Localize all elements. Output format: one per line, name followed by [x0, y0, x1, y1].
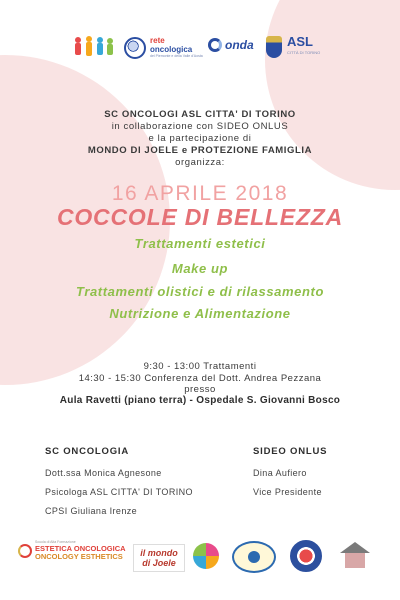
- colorful-circle-icon: [193, 543, 219, 569]
- mdj-line1: il mondo: [140, 548, 178, 558]
- sideo-logo: [290, 540, 322, 572]
- intro-collab: in collaborazione con SIDEO ONLUS: [111, 121, 289, 132]
- contact-person: Dott.ssa Monica Agnesone: [45, 468, 162, 478]
- rete-line1: rete: [150, 36, 165, 45]
- onda-ring-icon: [208, 38, 222, 52]
- schedule-block: [0, 361, 400, 396]
- protezione-famiglia-logo: [340, 542, 370, 570]
- treatment-item: Trattamenti olistici e di rilassamento: [76, 284, 324, 299]
- asl-label: ASL: [287, 34, 313, 49]
- contacts-heading: SIDEO ONLUS: [253, 446, 328, 457]
- schedule-morning: 9:30 - 13:00 Trattamenti: [143, 361, 257, 372]
- estetica-line1: ESTETICA ONCOLOGICA: [35, 544, 126, 553]
- onda-logo: [208, 38, 254, 52]
- contact-person: Psicologa ASL CITTA' DI TORINO: [45, 487, 193, 497]
- oval-seal-icon: [232, 541, 276, 573]
- round-badge-icon: [290, 540, 322, 572]
- contact-person: Vice Presidente: [253, 487, 322, 497]
- mondo-di-joele-footer-logo: [133, 544, 185, 572]
- intro-block: [0, 109, 400, 169]
- contacts-heading: SC ONCOLOGIA: [45, 446, 130, 457]
- rete-tagline: del Piemonte e della Valle d'Aosta: [150, 54, 203, 58]
- intro-organizza: organizza:: [175, 157, 225, 168]
- house-icon: [340, 542, 370, 570]
- treatment-item: Nutrizione e Alimentazione: [109, 306, 291, 321]
- schedule-presso: presso: [184, 384, 216, 395]
- treatment-item: Trattamenti estetici: [134, 236, 266, 251]
- estetica-line2: ONCOLOGY ESTHETICS: [35, 552, 123, 561]
- mondo-di-joele-logo: [70, 34, 116, 60]
- intro-partecip: e la partecipazione di: [148, 133, 252, 144]
- contacts-sideo: [253, 446, 327, 506]
- intro-org: SC ONCOLOGI ASL CITTA' DI TORINO: [104, 109, 296, 120]
- rete-line2: oncologica: [150, 45, 193, 54]
- estetica-oncologica-logo: [18, 540, 126, 561]
- contact-person: CPSI Giuliana Irenze: [45, 506, 138, 516]
- mdj-line2: di Joele: [142, 558, 176, 568]
- schedule-afternoon: 14:30 - 15:30 Conferenza del Dott. Andrea Pezzana: [78, 372, 322, 384]
- estetica-mark-icon: [18, 544, 32, 558]
- intro-partners: MONDO DI JOELE e PROTEZIONE FAMIGLIA: [87, 145, 313, 156]
- partner-circle-logo: [193, 543, 219, 569]
- contacts-oncologia: [45, 446, 193, 525]
- treatment-item: Make up: [171, 261, 229, 276]
- asl-emblem-icon: [266, 36, 282, 58]
- accademia-logo: [232, 541, 276, 573]
- contact-person: Dina Aufiero: [253, 468, 307, 478]
- onda-label: onda: [225, 38, 254, 52]
- event-title: COCCOLE DI BELLEZZA: [56, 204, 344, 230]
- event-date: 16 APRILE 2018: [111, 182, 289, 205]
- asl-logo: [266, 36, 320, 58]
- globe-icon: [124, 37, 146, 59]
- rete-oncologica-logo: [124, 36, 203, 59]
- estetica-top: Scuola di Alta Formazione: [35, 540, 76, 544]
- venue: Aula Ravetti (piano terra) - Ospedale S. Giovanni Bosco: [59, 395, 341, 406]
- asl-sub: CITTÀ DI TORINO: [287, 50, 321, 55]
